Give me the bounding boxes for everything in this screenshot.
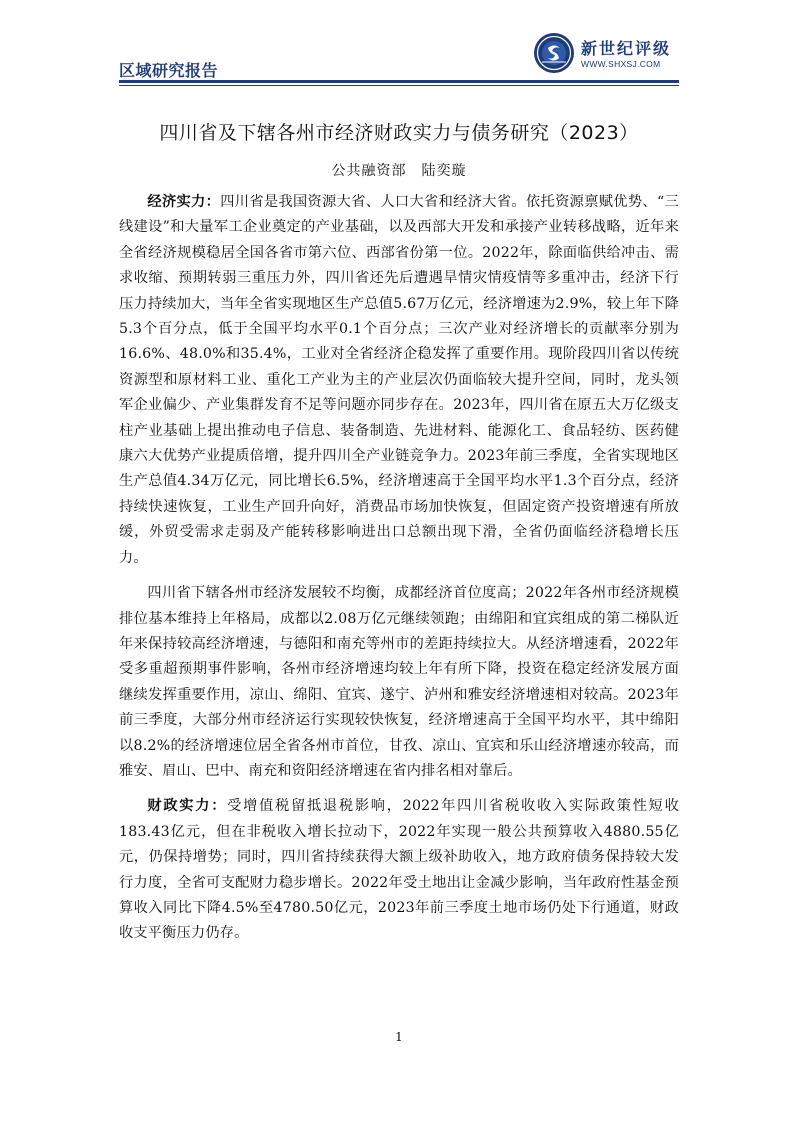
paragraph-fiscal-strength bbox=[119, 794, 679, 946]
document-title: 四川省及下辖各州市经济财政实力与债务研究（2023） bbox=[159, 122, 639, 144]
paragraph-text: 四川省是我国资源大省、人口大省和经济大省。依托资源禀赋优势、“三线建设”和大量军工企业奠定的产业基础，以及西部大开发和承接产业转移战略，近年来全省经济规模稳居全国各省市第六位、西部省份第一位。2022年，除面临供给冲击、需求收缩、预期转弱三重压力外，四川省还先后遭遇旱情灾情疫情等多重冲击，经济下行压力持续加大，当年全省实现地区生产总值5.67万亿元，经济增速为2.9%，较上年下降5.3个百分点，低于全国平均水平0.1个百分点；三次产业对经济增长的贡献率分别为16.6%、48.0%和35.4%，工业对全省经济企稳发挥了重要作用。现阶段四川省以传统资源型和原材料工业、重化工产业为主的产业层次仍面临较大提升空间，同时，龙头领军企业偏少、产业集群发育不足等问题亦同步存在。2023年，四川省在原五大万亿级支柱产业基础上提出推动电子信息、装备制造、先进材料、能源化工、食品轻纺、医药健康六大优势产业提质倍增，提升四川全产业链竞争力。2023年前三季度，全省实现地区生产总值4.34万亿元，同比增长6.5%，经济增速高于全国平均水平1.3个百分点，经济持续快速恢复，工业生产回升向好，消费品市场加快恢复，但固定资产投资增速有所放缓，外贸受需求走弱及产能转移影响进出口总额出现下滑，全省仍面临经济稳增长压力。 bbox=[119, 194, 679, 566]
paragraph-lead: 经济实力： bbox=[147, 194, 221, 210]
paragraph-lead: 财政实力： bbox=[147, 798, 228, 815]
company-logo bbox=[533, 30, 683, 78]
logo-website: WWW.SHXSJ.COM bbox=[581, 59, 661, 69]
report-category-label: 区域研究报告 bbox=[119, 61, 219, 80]
header-rule bbox=[119, 80, 679, 83]
author-byline: 公共融资部 陆奕璇 bbox=[331, 163, 467, 179]
logo-emblem-icon bbox=[533, 32, 575, 74]
logo-company-name: 新世纪评级 bbox=[581, 39, 672, 58]
paragraph-prefecture-economy bbox=[119, 581, 679, 784]
paragraph-economic-strength bbox=[119, 190, 679, 571]
paragraph-text: 四川省下辖各州市经济发展较不均衡，成都经济首位度高；2022年各州市经济规模排位基本维持上年格局，成都以2.08万亿元继续领跑；由绵阳和宜宾组成的第二梯队近年来保持较高经济增速，与德阳和南充等州市的差距持续拉大。从经济增速看，2022年受多重超预期事件影响，各州市经济增速均较上年有所下降，投资在稳定经济发展方面继续发挥重要作用，凉山、绵阳、宜宾、遂宁、泸州和雅安经济增速相对较高。2023年前三季度，大部分州市经济运行实现较快恢复，经济增速高于全国平均水平，其中绵阳以8.2%的经济增速位居全省各州市首位，甘孜、凉山、宜宾和乐山经济增速亦较高，而雅安、眉山、巴中、南充和资阳经济增速在省内排名相对靠后。 bbox=[119, 585, 679, 779]
paragraph-text: 受增值税留抵退税影响，2022年四川省税收收入实际政策性短收183.43亿元，但在非税收入增长拉动下，2022年实现一般公共预算收入4880.55亿元，仍保持增势；同时，四川省持续获得大额上级补助收入，地方政府债务保持较大发行力度，全省可支配财力稳步增长。2022年受土地出让金减少影响，当年政府性基金预算收入同比下降4.5%至4780.50亿元，2023年前三季度土地市场仍处下行通道，财政收支平衡压力仍存。 bbox=[119, 798, 679, 942]
page-number: 1 bbox=[395, 1030, 403, 1044]
document-body bbox=[119, 190, 679, 947]
header-rule-thin bbox=[119, 85, 679, 86]
